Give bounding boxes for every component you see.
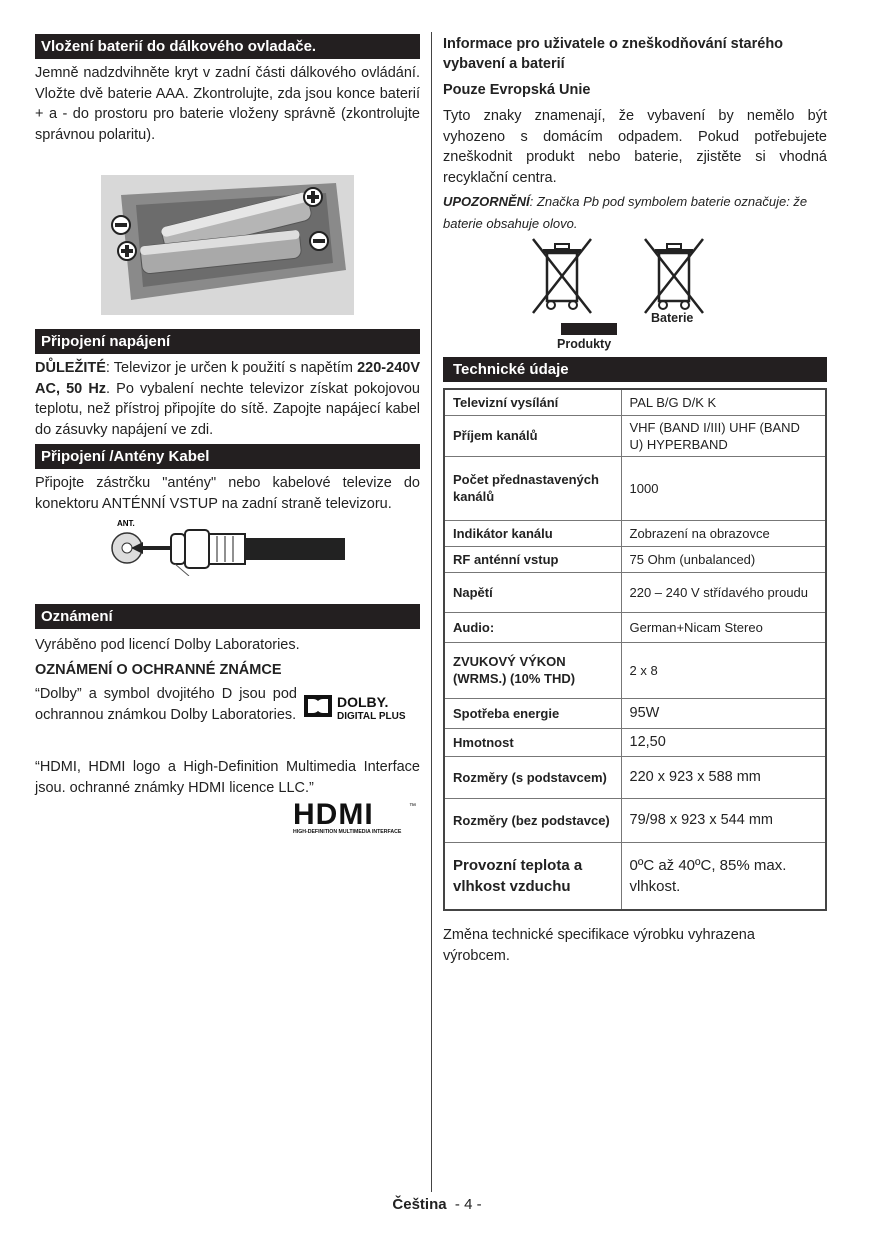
spec-row <box>444 728 826 756</box>
spec-row <box>444 520 826 546</box>
hdmi-logo-text: HDMI <box>293 800 374 831</box>
power-section-title: Připojení napájení <box>35 329 420 354</box>
spec-row <box>444 389 826 415</box>
page-footer <box>0 1196 874 1213</box>
products-bar <box>561 323 617 335</box>
change-note: Změna technické specifikace výrobku vyhrazena výrobcem. <box>443 927 755 964</box>
spec-row <box>444 642 826 698</box>
footer-page-number: - 4 - <box>454 1196 482 1213</box>
spec-section-title: Technické údaje <box>443 357 827 382</box>
spec-row <box>444 698 826 728</box>
label-products: Produkty <box>557 337 612 351</box>
power-voltage: 220-240V AC, 50 Hz <box>35 360 420 397</box>
spec-row <box>444 798 826 842</box>
spec-value: 0ºC až 40ºC, 85% max. vlhkost. <box>621 842 826 910</box>
dolby-licence-text: Vyráběno pod licencí Dolby Laboratories. <box>35 637 300 653</box>
spec-value: 12,50 <box>621 728 826 756</box>
spec-row <box>444 546 826 572</box>
spec-key: Spotřeba energie <box>444 698 621 728</box>
hdmi-text: “HDMI, HDMI logo a High-Definition Multimedia Interface jsou. ochranné známky HDMI licence LLC.” <box>35 759 420 796</box>
spec-key: Provozní teplota a vlhkost vzduchu <box>444 842 621 910</box>
spec-key: Televizní vysílání <box>444 389 621 415</box>
spec-value: PAL B/G D/K K <box>621 389 826 415</box>
spec-key: Indikátor kanálu <box>444 520 621 546</box>
hdmi-tm: ™ <box>409 803 416 810</box>
dolby-logo-bottom: DIGITAL PLUS <box>337 711 406 722</box>
spec-value: 220 x 923 x 588 mm <box>621 756 826 798</box>
spec-key: RF anténní vstup <box>444 546 621 572</box>
dolby-block <box>35 684 420 725</box>
spec-value: 95W <box>621 698 826 728</box>
spec-value: 79/98 x 923 x 544 mm <box>621 798 826 842</box>
spec-key: Hmotnost <box>444 728 621 756</box>
crossed-bin-products-icon <box>527 237 597 321</box>
spec-table <box>443 388 827 911</box>
spec-row <box>444 612 826 642</box>
spec-key: Napětí <box>444 572 621 612</box>
dolby-text: “Dolby” a symbol dvojitého D jsou pod ochrannou známkou Dolby Laboratories. <box>35 686 297 723</box>
crossed-bin-battery-icon <box>639 237 709 321</box>
warning-text <box>443 191 827 235</box>
hdmi-logo <box>293 800 419 834</box>
spec-key: Rozměry (s podstavcem) <box>444 756 621 798</box>
spec-value: 75 Ohm (unbalanced) <box>621 546 826 572</box>
dolby-logo <box>304 692 416 722</box>
hdmi-logo-sub: HIGH-DEFINITION MULTIMEDIA INTERFACE <box>293 829 402 834</box>
spec-value: 2 x 8 <box>621 642 826 698</box>
power-text-b: . Po vybalení nechte televizor získat pokojovou teplotu, než přístroj připojíte do sítě. Zapojte napájecí kabel do zásuvky napájení ve zdi. <box>35 380 420 438</box>
spec-row <box>444 415 826 456</box>
disposal-title: Informace pro uživatele o zneškodňování starého vybavení a baterií <box>443 36 784 72</box>
power-important-label: DŮLEŽITÉ <box>35 360 106 376</box>
spec-key: ZVUKOVÝ VÝKON (WRMS.) (10% THD) <box>444 642 621 698</box>
eu-only-heading: Pouze Evropská Unie <box>443 82 591 98</box>
spec-value: Zobrazení na obrazovce <box>621 520 826 546</box>
spec-value: 1000 <box>621 456 826 520</box>
right-column <box>443 34 827 966</box>
antenna-text: Připojte zástrčku "antény" nebo kabelové televize do konektoru ANTÉNNÍ VSTUP na zadní straně televizoru. <box>35 475 420 512</box>
spec-key: Počet přednastavených kanálů <box>444 456 621 520</box>
disposal-text: Tyto znaky znamenají, že vybavení by nemělo být vyhozeno s domácím odpadem. Pokud potřebujete zneškodnit produkt nebo baterie, zjistěte si vhodná recyklační centra. <box>443 108 827 186</box>
battery-section-title: Vložení baterií do dálkového ovladače. <box>35 34 420 59</box>
spec-row <box>444 842 826 910</box>
column-divider <box>431 32 432 1192</box>
left-column <box>35 34 420 834</box>
spec-key: Audio: <box>444 612 621 642</box>
notice-section-title: Oznámení <box>35 604 420 629</box>
spec-value: VHF (BAND I/III) UHF (BAND U) HYPERBAND <box>621 415 826 456</box>
spec-row <box>444 756 826 798</box>
antenna-section-title: Připojení /Antény Kabel <box>35 444 420 469</box>
label-battery: Baterie <box>651 311 694 325</box>
spec-row <box>444 572 826 612</box>
disposal-symbols <box>443 237 827 357</box>
spec-value: 220 – 240 V střídavého proudu <box>621 572 826 612</box>
spec-key: Příjem kanálů <box>444 415 621 456</box>
warning-label: UPOZORNĚNÍ <box>443 194 530 209</box>
power-text-a: : Televizor je určen k použití s napětím <box>105 360 358 376</box>
antenna-connector-image <box>109 516 349 576</box>
dolby-logo-top: DOLBY. <box>337 694 389 710</box>
trademark-heading: OZNÁMENÍ O OCHRANNÉ ZNÁMCE <box>35 661 282 678</box>
power-text <box>35 358 420 440</box>
warning-body: : Značka Pb pod symbolem baterie označuje: že baterie obsahuje olovo. <box>443 194 808 231</box>
spec-value: German+Nicam Stereo <box>621 612 826 642</box>
spec-row <box>444 456 826 520</box>
spec-key: Rozměry (bez podstavce) <box>444 798 621 842</box>
battery-insertion-image <box>101 175 354 315</box>
battery-text: Jemně nadzdvihněte kryt v zadní části dálkového ovládání. Vložte dvě baterie AAA. Zkontrolujte, zda jsou konce baterií + a - do prostoru pro baterie vloženy správně (zkontrolujte správnou polaritu). <box>35 65 420 143</box>
footer-language: Čeština <box>392 1196 447 1213</box>
ant-label: ANT. <box>117 519 135 528</box>
